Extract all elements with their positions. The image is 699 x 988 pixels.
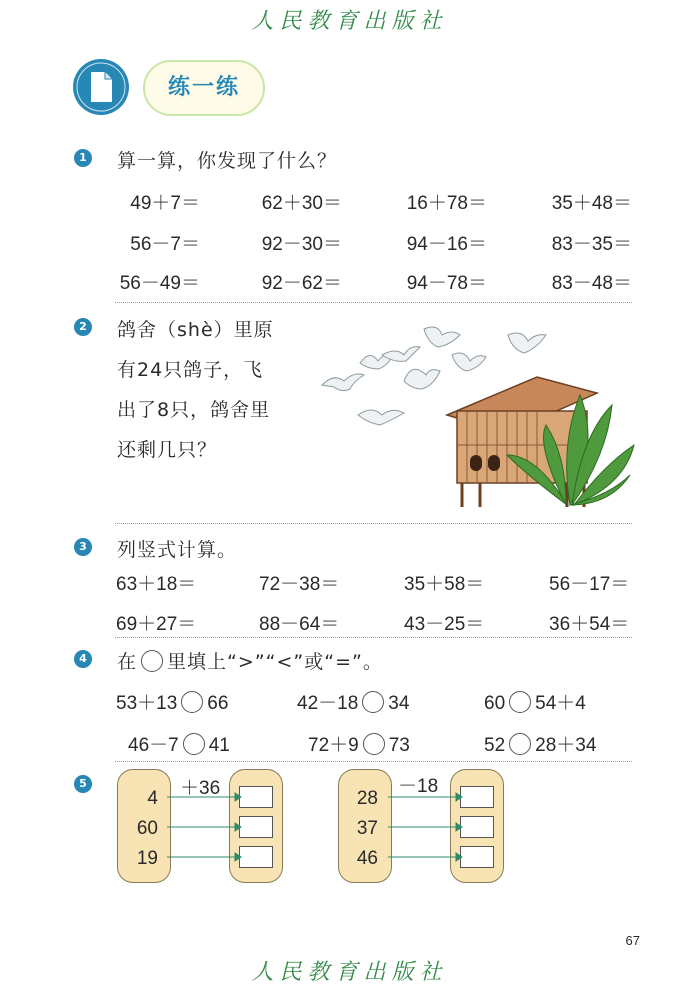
q4-item-2-left: 42－18	[297, 693, 359, 714]
answer-circle[interactable]	[509, 691, 531, 713]
machine-1-input-2: 60	[136, 818, 158, 839]
q4-item-2-right: 34	[388, 693, 410, 714]
q4-item-5-right: 73	[388, 735, 410, 756]
q1-r3-c3: 94－78＝	[406, 273, 487, 294]
machine-2-answer-3[interactable]	[460, 846, 494, 868]
answer-circle[interactable]	[362, 691, 384, 713]
q4-item-5	[308, 730, 410, 757]
q3-r2-c3: 43－25＝	[404, 614, 485, 635]
answer-circle[interactable]	[509, 733, 531, 755]
document-icon	[72, 58, 130, 116]
publisher-header: 人民教育出版社	[251, 9, 448, 34]
machine-1-answer-1[interactable]	[239, 786, 273, 808]
q2-line-2: 有24只鸽子，飞	[117, 359, 264, 381]
q1-r2-c3: 94－16＝	[406, 234, 487, 255]
publisher-footer: 人民教育出版社	[251, 960, 448, 985]
q1-r1-c1: 49＋7＝	[130, 193, 200, 214]
q4-item-6	[484, 730, 596, 757]
machine-1-arrows	[165, 790, 243, 865]
question-number-4: 4	[74, 650, 92, 668]
q4-item-6-right: 28＋34	[535, 735, 597, 756]
machine-1-input-3: 19	[136, 848, 158, 869]
answer-circle[interactable]	[363, 733, 385, 755]
machine-2-input-2: 37	[356, 818, 378, 839]
q1-r1-c2: 62＋30＝	[261, 193, 342, 214]
q1-prompt: 算一算，你发现了什么？	[117, 150, 338, 172]
q1-r3-c2: 92－62＝	[261, 273, 342, 294]
q4-item-2	[297, 688, 409, 715]
machine-2-input-1: 28	[356, 788, 378, 809]
q1-r2-c1: 56－7＝	[130, 234, 200, 255]
q3-r2-c2: 88－64＝	[259, 614, 340, 635]
q1-r3-c1: 56－49＝	[119, 273, 200, 294]
q4-item-5-left: 72＋9	[308, 735, 359, 756]
q3-r1-c2: 72－38＝	[259, 574, 340, 595]
machine-1-answer-3[interactable]	[239, 846, 273, 868]
question-number-1: 1	[74, 149, 92, 167]
q3-r1-c3: 35＋58＝	[404, 574, 485, 595]
q4-prompt	[117, 647, 383, 674]
q1-r2-c4: 83－35＝	[551, 234, 632, 255]
q4-prompt-pre: 在	[117, 651, 138, 673]
section-title: 练一练	[167, 75, 240, 100]
q4-item-1-left: 53＋13	[116, 693, 178, 714]
divider	[115, 523, 632, 524]
machine-2-operation: －18	[398, 776, 439, 797]
machine-2-answer-2[interactable]	[460, 816, 494, 838]
q3-r2-c1: 69＋27＝	[116, 614, 197, 635]
machine-2-input-3: 46	[356, 848, 378, 869]
machine-1-input-1: 4	[147, 788, 158, 809]
q4-item-1	[116, 688, 228, 715]
answer-circle[interactable]	[181, 691, 203, 713]
answer-circle[interactable]	[183, 733, 205, 755]
q1-r2-c2: 92－30＝	[261, 234, 342, 255]
question-number-5: 5	[74, 775, 92, 793]
q3-r1-c1: 63＋18＝	[116, 574, 197, 595]
machine-2-arrows	[386, 790, 464, 865]
page-number: 67	[625, 933, 640, 948]
q4-item-3-right: 54＋4	[535, 693, 586, 714]
dovecote-illustration	[312, 315, 637, 515]
q4-prompt-post: 里填上“>”“<”或“=”。	[167, 651, 383, 673]
q3-prompt: 列竖式计算。	[117, 539, 238, 561]
q3-r2-c4: 36＋54＝	[549, 614, 630, 635]
q4-item-4	[128, 730, 230, 757]
q2-line-1: 鸽舍（shè）里原	[117, 319, 274, 341]
divider	[115, 637, 632, 638]
question-number-2: 2	[74, 318, 92, 336]
divider	[115, 761, 632, 762]
machine-2-answer-1[interactable]	[460, 786, 494, 808]
q3-r1-c4: 56－17＝	[549, 574, 630, 595]
q4-item-4-right: 41	[208, 735, 230, 756]
q1-r1-c4: 35＋48＝	[551, 193, 632, 214]
machine-1-operation: ＋36	[180, 778, 221, 799]
circle-icon	[141, 650, 163, 672]
q4-item-1-right: 66	[207, 693, 229, 714]
q4-item-3	[484, 688, 586, 715]
section-title-pill	[143, 60, 265, 116]
q2-line-4: 还剩几只？	[117, 439, 218, 461]
q4-item-6-left: 52	[484, 735, 506, 756]
question-number-3: 3	[74, 538, 92, 556]
q1-r3-c4: 83－48＝	[551, 273, 632, 294]
divider	[115, 302, 632, 303]
q1-r1-c3: 16＋78＝	[406, 193, 487, 214]
q4-item-4-left: 46－7	[128, 735, 179, 756]
q4-item-3-left: 60	[484, 693, 506, 714]
machine-1-answer-2[interactable]	[239, 816, 273, 838]
q2-line-3: 出了8只，鸽舍里	[117, 399, 271, 421]
